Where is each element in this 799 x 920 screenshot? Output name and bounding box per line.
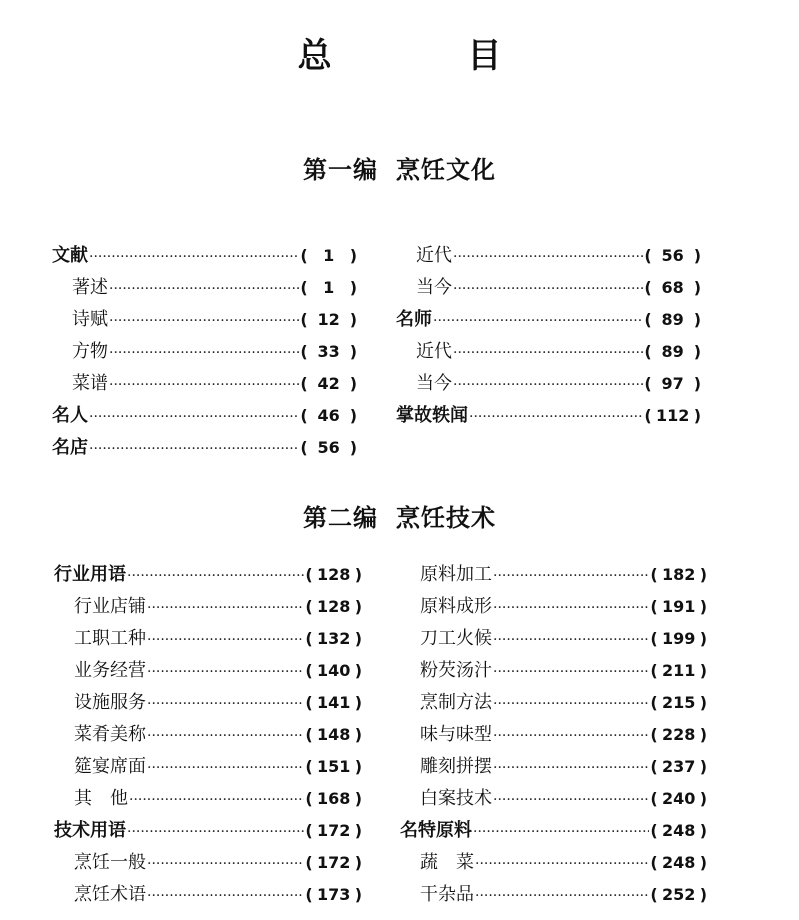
paren-open: ( [650, 789, 658, 808]
toc-entry-page [650, 626, 707, 652]
page-number: 89 [661, 342, 684, 361]
paren-close: ) [354, 821, 362, 840]
toc-entry [396, 403, 701, 429]
paren-open: ( [305, 757, 313, 776]
paren-close: ) [354, 597, 362, 616]
toc-entry [72, 339, 357, 365]
toc-entry [74, 754, 362, 780]
paren-close: ) [349, 310, 357, 329]
section-part-label: 第二编 [303, 503, 378, 532]
leader-dots [147, 627, 304, 653]
leader-dots [127, 563, 304, 589]
toc-entry-label: 筵宴席面 [74, 756, 146, 777]
toc-entry [416, 371, 701, 397]
toc-entry [74, 722, 362, 748]
paren-open: ( [305, 725, 313, 744]
toc-entry-label: 著述 [72, 277, 108, 298]
toc-entry-page [300, 371, 357, 397]
toc-entry-page [305, 818, 362, 844]
leader-dots [89, 436, 299, 462]
leader-dots [475, 883, 649, 909]
leader-dots [129, 787, 304, 813]
toc-entry-label: 菜肴美称 [74, 724, 146, 745]
paren-open: ( [644, 246, 652, 265]
paren-open: ( [305, 629, 313, 648]
toc-entry-page [650, 658, 707, 684]
toc-entry-label: 原料加工 [420, 564, 492, 585]
toc-entry-page [305, 786, 362, 812]
leader-dots [493, 659, 649, 685]
toc-entry [72, 275, 357, 301]
paren-close: ) [699, 661, 707, 680]
toc-entry [420, 786, 707, 812]
toc-entry-label: 方物 [72, 341, 108, 362]
toc-entry-page [305, 690, 362, 716]
paren-open: ( [650, 629, 658, 648]
paren-close: ) [349, 342, 357, 361]
toc-entry-page [650, 818, 707, 844]
toc-entry [416, 243, 701, 269]
paren-close: ) [693, 342, 701, 361]
toc-entry-label: 白案技术 [420, 788, 492, 809]
toc-entry-label: 名店 [52, 437, 88, 458]
paren-close: ) [354, 725, 362, 744]
section-heading-1 [0, 150, 799, 185]
leader-dots [475, 851, 649, 877]
page-number: 128 [316, 565, 351, 584]
page-number: 141 [316, 693, 351, 712]
page-number: 56 [317, 438, 340, 457]
page-number: 215 [661, 693, 696, 712]
paren-open: ( [644, 310, 652, 329]
toc-entry [396, 307, 701, 333]
paren-close: ) [699, 725, 707, 744]
page-number: 248 [661, 853, 696, 872]
page-title: 总 目 [297, 36, 564, 76]
paren-open: ( [305, 821, 313, 840]
page-number: 1 [323, 278, 335, 297]
toc-entry-label: 文献 [52, 245, 88, 266]
toc-entry [420, 658, 707, 684]
toc-entry-page [650, 594, 707, 620]
leader-dots [147, 883, 304, 909]
toc-entry [74, 690, 362, 716]
paren-close: ) [693, 246, 701, 265]
paren-open: ( [650, 661, 658, 680]
toc-entry-label: 技术用语 [54, 820, 126, 841]
toc-entry-page [650, 722, 707, 748]
paren-close: ) [349, 438, 357, 457]
toc-entry-page [305, 658, 362, 684]
paren-open: ( [300, 246, 308, 265]
leader-dots [453, 340, 643, 366]
toc-entry [54, 818, 362, 844]
page-number: 140 [316, 661, 351, 680]
toc-entry-label: 诗赋 [72, 309, 108, 330]
toc-entry-page [300, 243, 357, 269]
toc-entry-label: 烹饪术语 [74, 884, 146, 905]
toc-entry [400, 818, 707, 844]
page-number: 1 [323, 246, 335, 265]
paren-open: ( [305, 565, 313, 584]
paren-close: ) [693, 310, 701, 329]
toc-entry-label: 近代 [416, 245, 452, 266]
paren-close: ) [354, 853, 362, 872]
paren-open: ( [305, 693, 313, 712]
leader-dots [147, 851, 304, 877]
paren-close: ) [349, 406, 357, 425]
leader-dots [473, 819, 649, 845]
paren-close: ) [354, 885, 362, 904]
leader-dots [147, 595, 304, 621]
toc-entry-page [644, 371, 701, 397]
toc-entry-label: 雕刻拼摆 [420, 756, 492, 777]
paren-open: ( [644, 342, 652, 361]
toc-entry-label: 设施服务 [74, 692, 146, 713]
toc-entry-label: 刀工火候 [420, 628, 492, 649]
section-heading-2 [0, 498, 799, 533]
toc-entry-page [305, 626, 362, 652]
leader-dots [89, 404, 299, 430]
toc-entry-label: 行业店铺 [74, 596, 146, 617]
paren-close: ) [349, 374, 357, 393]
paren-open: ( [650, 693, 658, 712]
leader-dots [493, 723, 649, 749]
paren-open: ( [650, 757, 658, 776]
page-number: 191 [661, 597, 696, 616]
toc-entry-label: 蔬 菜 [420, 852, 474, 873]
paren-close: ) [699, 693, 707, 712]
toc-entry [420, 722, 707, 748]
toc-entry-page [305, 562, 362, 588]
page-number: 199 [661, 629, 696, 648]
page-number: 237 [661, 757, 696, 776]
toc-entry-page [644, 307, 701, 333]
page-number: 173 [316, 885, 351, 904]
leader-dots [453, 276, 643, 302]
page-number: 240 [661, 789, 696, 808]
paren-open: ( [300, 342, 308, 361]
leader-dots [89, 244, 299, 270]
toc-entry-page [644, 339, 701, 365]
toc-entry [52, 403, 357, 429]
paren-close: ) [699, 885, 707, 904]
paren-open: ( [305, 853, 313, 872]
page-number: 68 [661, 278, 684, 297]
page-number: 56 [661, 246, 684, 265]
leader-dots [147, 691, 304, 717]
page-number: 172 [316, 853, 351, 872]
toc-entry [52, 435, 357, 461]
paren-close: ) [699, 629, 707, 648]
toc-entry-label: 掌故轶闻 [396, 405, 468, 426]
toc-entry [420, 882, 707, 908]
toc-entry-page [650, 850, 707, 876]
paren-close: ) [349, 246, 357, 265]
toc-entry-page [305, 722, 362, 748]
toc-entry-label: 当今 [416, 277, 452, 298]
toc-entry-page [650, 562, 707, 588]
toc-entry [420, 850, 707, 876]
paren-open: ( [300, 374, 308, 393]
toc-entry [74, 882, 362, 908]
paren-open: ( [300, 438, 308, 457]
toc-entry-label: 名师 [396, 309, 432, 330]
page-number: 97 [661, 374, 684, 393]
paren-open: ( [300, 406, 308, 425]
toc-entry-label: 行业用语 [54, 564, 126, 585]
leader-dots [453, 372, 643, 398]
toc-entry [74, 658, 362, 684]
paren-close: ) [699, 789, 707, 808]
toc-entry-page [300, 307, 357, 333]
paren-open: ( [644, 406, 652, 425]
leader-dots [109, 340, 299, 366]
toc-entry [74, 786, 362, 812]
toc-entry-page [305, 594, 362, 620]
leader-dots [109, 372, 299, 398]
page-number: 33 [317, 342, 340, 361]
page-number: 182 [661, 565, 696, 584]
toc-entry [420, 754, 707, 780]
toc-entry [420, 594, 707, 620]
toc-entry-page [644, 403, 701, 429]
page-number: 112 [655, 406, 690, 425]
toc-entry [420, 562, 707, 588]
leader-dots [109, 276, 299, 302]
page-number: 46 [317, 406, 340, 425]
section-name-label: 烹饪文化 [396, 155, 496, 184]
page-number: 151 [316, 757, 351, 776]
paren-close: ) [693, 278, 701, 297]
toc-entry [420, 690, 707, 716]
paren-close: ) [699, 565, 707, 584]
toc-entry-label: 工职工种 [74, 628, 146, 649]
toc-entry [420, 626, 707, 652]
paren-open: ( [305, 597, 313, 616]
paren-open: ( [650, 821, 658, 840]
paren-open: ( [644, 278, 652, 297]
leader-dots [147, 723, 304, 749]
toc-entry [416, 339, 701, 365]
toc-entry [74, 626, 362, 652]
toc-entry-label: 菜谱 [72, 373, 108, 394]
toc-entry-page [300, 403, 357, 429]
paren-open: ( [300, 278, 308, 297]
paren-close: ) [354, 757, 362, 776]
page-number: 128 [316, 597, 351, 616]
toc-entry [52, 243, 357, 269]
paren-close: ) [354, 629, 362, 648]
toc-entry-label: 当今 [416, 373, 452, 394]
paren-open: ( [650, 597, 658, 616]
paren-close: ) [699, 757, 707, 776]
leader-dots [469, 404, 643, 430]
toc-entry-page [650, 786, 707, 812]
leader-dots [109, 308, 299, 334]
toc-entry-page [300, 275, 357, 301]
toc-entry-label: 烹制方法 [420, 692, 492, 713]
toc-entry-label: 粉芡汤汁 [420, 660, 492, 681]
toc-entry-label: 其 他 [74, 788, 128, 809]
toc-entry-label: 原料成形 [420, 596, 492, 617]
toc-entry-page [300, 435, 357, 461]
toc-entry-label: 味与味型 [420, 724, 492, 745]
paren-close: ) [354, 789, 362, 808]
paren-open: ( [644, 374, 652, 393]
leader-dots [433, 308, 643, 334]
paren-open: ( [650, 725, 658, 744]
paren-close: ) [693, 374, 701, 393]
toc-entry-page [305, 882, 362, 908]
leader-dots [127, 819, 304, 845]
page-number: 42 [317, 374, 340, 393]
paren-open: ( [650, 853, 658, 872]
toc-entry-page [650, 882, 707, 908]
leader-dots [493, 595, 649, 621]
page-number: 211 [661, 661, 696, 680]
leader-dots [453, 244, 643, 270]
paren-close: ) [693, 406, 701, 425]
leader-dots [147, 755, 304, 781]
paren-open: ( [300, 310, 308, 329]
paren-open: ( [650, 885, 658, 904]
toc-entry-page [644, 275, 701, 301]
toc-entry-label: 业务经营 [74, 660, 146, 681]
toc-entry-label: 烹饪一般 [74, 852, 146, 873]
toc-entry-label: 干杂品 [420, 884, 474, 905]
toc-entry [416, 275, 701, 301]
leader-dots [493, 755, 649, 781]
leader-dots [493, 691, 649, 717]
section-part-label: 第一编 [303, 155, 378, 184]
paren-close: ) [699, 597, 707, 616]
toc-entry-label: 名人 [52, 405, 88, 426]
paren-close: ) [349, 278, 357, 297]
page-number: 248 [661, 821, 696, 840]
toc-entry-page [305, 754, 362, 780]
toc-entry [72, 307, 357, 333]
toc-entry-page [644, 243, 701, 269]
leader-dots [147, 659, 304, 685]
toc-entry-page [305, 850, 362, 876]
leader-dots [493, 627, 649, 653]
page-number: 168 [316, 789, 351, 808]
paren-close: ) [354, 661, 362, 680]
toc-entry-label: 近代 [416, 341, 452, 362]
paren-close: ) [354, 565, 362, 584]
page-number: 132 [316, 629, 351, 648]
page-number: 12 [317, 310, 340, 329]
paren-close: ) [354, 693, 362, 712]
paren-close: ) [699, 853, 707, 872]
leader-dots [493, 787, 649, 813]
toc-entry [74, 594, 362, 620]
toc-entry-page [650, 690, 707, 716]
toc-entry [72, 371, 357, 397]
paren-open: ( [305, 789, 313, 808]
page-number: 148 [316, 725, 351, 744]
page-number: 172 [316, 821, 351, 840]
paren-open: ( [650, 565, 658, 584]
page-number: 89 [661, 310, 684, 329]
toc-entry [54, 562, 362, 588]
paren-open: ( [305, 661, 313, 680]
page-number: 252 [661, 885, 696, 904]
toc-entry-page [300, 339, 357, 365]
page-number: 228 [661, 725, 696, 744]
section-name-label: 烹饪技术 [396, 503, 496, 532]
leader-dots [493, 563, 649, 589]
toc-entry [74, 850, 362, 876]
toc-entry-label: 名特原料 [400, 820, 472, 841]
toc-entry-page [650, 754, 707, 780]
paren-close: ) [699, 821, 707, 840]
paren-open: ( [305, 885, 313, 904]
